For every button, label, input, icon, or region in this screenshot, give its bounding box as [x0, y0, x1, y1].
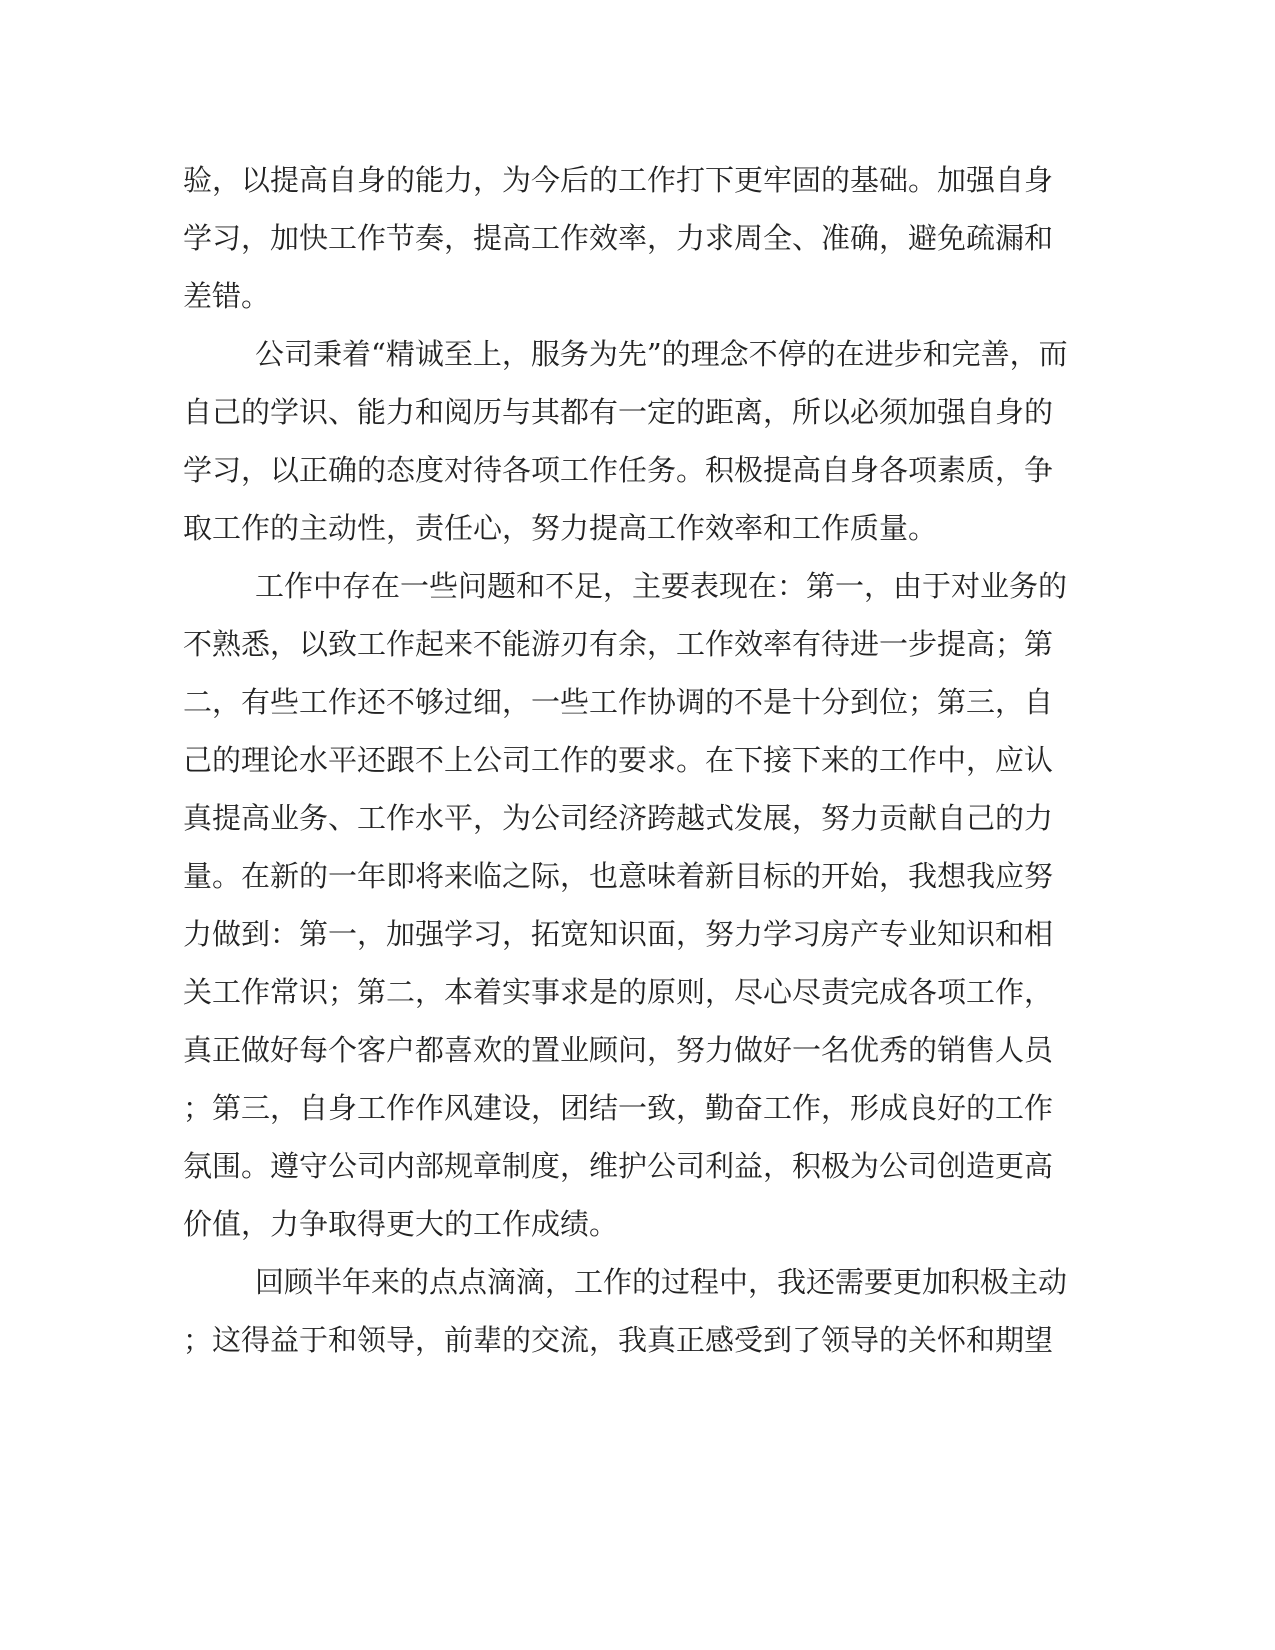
text-line: 氛围。遵守公司内部规章制度，维护公司利益，积极为公司创造更高 — [183, 1149, 1054, 1183]
text-line: 学习，加快工作节奏，提高工作效率，力求周全、准确，避免疏漏和 — [183, 221, 1054, 255]
text-line: 公司秉着“精诚至上，服务为先”的理念不停的在进步和完善，而 — [255, 337, 1068, 371]
text-line: 价值，力争取得更大的工作成绩。 — [183, 1207, 619, 1241]
text-line: 验，以提高自身的能力，为今后的工作打下更牢固的基础。加强自身 — [183, 163, 1054, 197]
text-line: 自己的学识、能力和阅历与其都有一定的距离，所以必须加强自身的 — [183, 395, 1054, 429]
text-line: 工作中存在一些问题和不足，主要表现在：第一，由于对业务的 — [255, 569, 1068, 603]
text-line: 量。在新的一年即将来临之际，也意味着新目标的开始，我想我应努 — [183, 859, 1054, 893]
text-line: 己的理论水平还跟不上公司工作的要求。在下接下来的工作中，应认 — [183, 743, 1054, 777]
text-line: 力做到：第一，加强学习，拓宽知识面，努力学习房产专业知识和相 — [183, 917, 1054, 951]
text-line: 真正做好每个客户都喜欢的置业顾问，努力做好一名优秀的销售人员 — [183, 1033, 1054, 1067]
text-line: 真提高业务、工作水平，为公司经济跨越式发展，努力贡献自己的力 — [183, 801, 1054, 835]
text-line: ；这得益于和领导，前辈的交流，我真正感受到了领导的关怀和期望 — [183, 1323, 1054, 1357]
text-line: 二，有些工作还不够过细，一些工作协调的不是十分到位；第三，自 — [183, 685, 1054, 719]
text-line: 差错。 — [183, 279, 271, 313]
text-line: 不熟悉，以致工作起来不能游刃有余，工作效率有待进一步提高；第 — [183, 627, 1054, 661]
text-line: 取工作的主动性，责任心，努力提高工作效率和工作质量。 — [183, 511, 938, 545]
text-line: 回顾半年来的点点滴滴，工作的过程中，我还需要更加积极主动 — [255, 1265, 1068, 1299]
text-line: 关工作常识；第二，本着实事求是的原则，尽心尽责完成各项工作， — [183, 975, 1054, 1009]
text-line: 学习，以正确的态度对待各项工作任务。积极提高自身各项素质，争 — [183, 453, 1054, 487]
text-line: ；第三，自身工作作风建设，团结一致，勤奋工作，形成良好的工作 — [183, 1091, 1054, 1125]
